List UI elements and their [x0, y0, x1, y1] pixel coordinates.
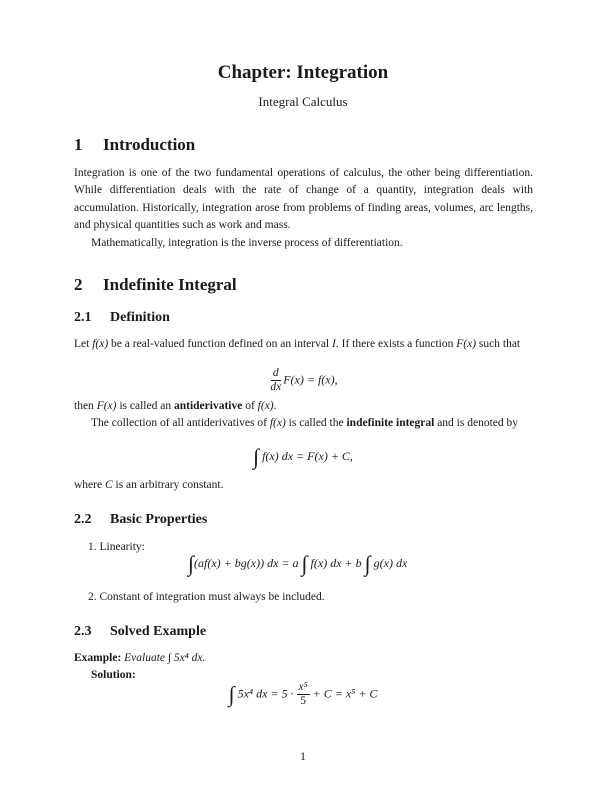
section-title: Introduction: [103, 135, 196, 154]
antiderivative-paragraph: then F(x) is called an antiderivative of f(x).: [74, 400, 277, 412]
equation-linearity: ∫(af(x) + bg(x)) dx = a ∫ f(x) dx + b ∫ g(x) dx: [188, 551, 408, 576]
list-item: 2. Constant of integration must always be included.: [88, 591, 325, 603]
integral-sign: ∫: [253, 444, 260, 469]
subsection-number: 2.1: [74, 310, 92, 325]
subsection-title: Definition: [110, 310, 170, 325]
subsection-title: Solved Example: [110, 624, 207, 639]
integral-sign: ∫: [364, 551, 371, 576]
equation-solution: ∫ 5x⁴ dx = 5 · $\frac{\text{x⁵}}{5}$ + C = x⁵ + C: [228, 681, 378, 707]
fraction: $\frac{d}{dx}$: [270, 367, 282, 393]
subsection-heading-solved-example: [74, 624, 206, 640]
subsection-heading-basic-properties: [74, 512, 207, 528]
integral-sign: ∫: [188, 551, 195, 576]
equation-derivative: $\frac{d}{dx}$ F(x) = f(x),: [270, 367, 338, 393]
section-number: 1: [74, 135, 83, 154]
equation-indefinite-integral: ∫ f(x) dx = F(x) + C,: [253, 444, 353, 469]
section-title: Indefinite Integral: [103, 275, 237, 294]
fraction: $\frac{\text{x⁵}}{5}$: [298, 681, 308, 707]
section-number: 2: [74, 275, 83, 294]
list-item: 1. Linearity:: [88, 541, 145, 553]
integral-sign: ∫: [301, 551, 308, 576]
subsection-number: 2.2: [74, 512, 92, 527]
intro-paragraph: Integration is one of the two fundamental operations of calculus, the other being differentiation. While differentiation deals with the rate of change of a quantity, integration deals with accumulation. Historically, integration arose from problems of finding areas, volumes, arc lengths, and physical quantities such as work and mass.: [74, 167, 533, 231]
intro-paragraph-2: Mathematically, integration is the inverse process of differentiation.: [91, 237, 403, 249]
section-heading-introduction: [74, 135, 195, 155]
solution-label: Solution:: [91, 669, 136, 681]
section-heading-indefinite-integral: [74, 275, 237, 295]
page-number: 1: [300, 749, 306, 763]
subsection-number: 2.3: [74, 624, 92, 639]
example-statement: Example: Evaluate ∫ 5x⁴ dx.: [74, 652, 206, 664]
subsection-title: Basic Properties: [110, 512, 208, 527]
constant-paragraph: where C is an arbitrary constant.: [74, 479, 224, 491]
indefinite-integral-paragraph: The collection of all antiderivatives of f(x) is called the indefinite integral and is denoted by: [91, 417, 519, 429]
definition-paragraph: Let f(x) be a real-valued function defined on an interval I. If there exists a function F(x) such that: [74, 338, 521, 350]
integral-sign: ∫: [228, 681, 235, 707]
subsection-heading-definition: [74, 310, 170, 326]
page-title: Chapter: Integration: [217, 62, 389, 83]
page-subtitle: Integral Calculus: [258, 94, 348, 109]
